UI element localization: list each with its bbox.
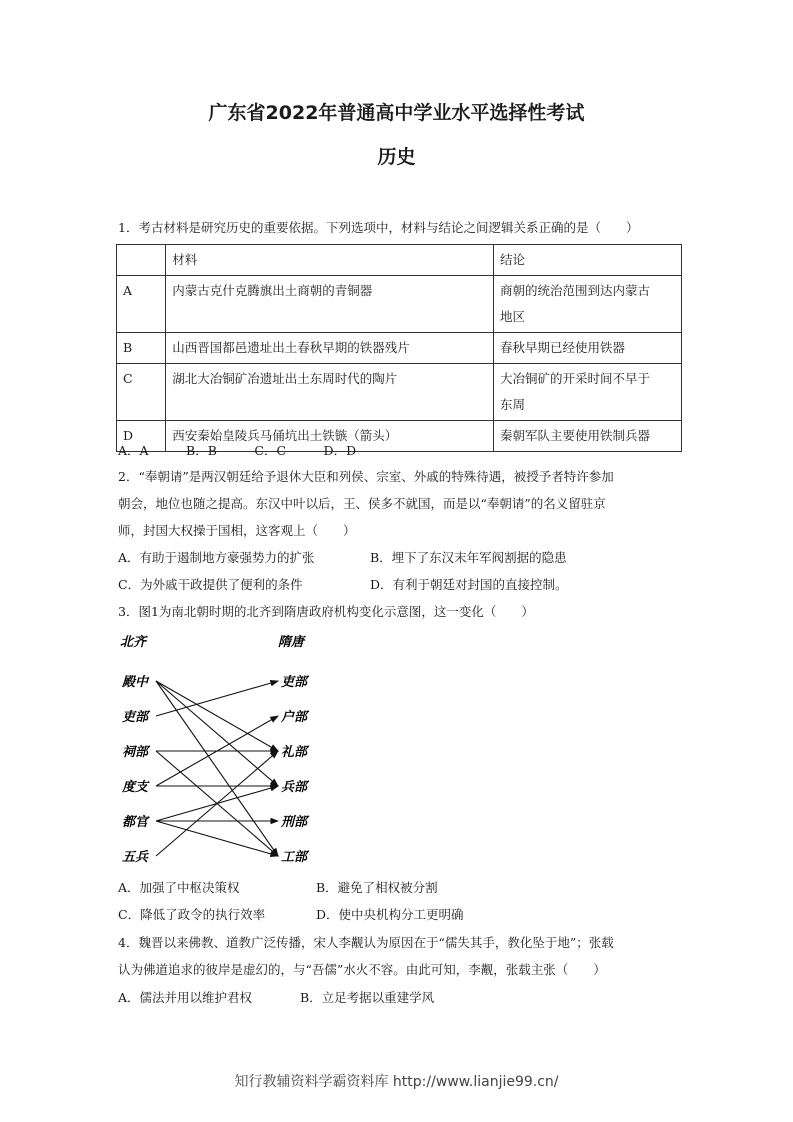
- table-cell-option: B: [117, 333, 166, 364]
- diagram-left-node: 五兵: [122, 850, 149, 865]
- table-cell-conclusion: [493, 421, 681, 452]
- table-header-cell: [117, 245, 166, 276]
- diagram-left-node: 都官: [122, 815, 149, 830]
- q4-option-b: B．立足考据以重建学风: [300, 990, 435, 1005]
- diagram-left-node: 祠部: [122, 745, 149, 760]
- q4-stem-line: 认为佛道追求的彼岸是虚幻的，与“吾儒”水火不容。由此可知，李觏，张载主张（ ）: [118, 962, 606, 977]
- q2-option-d: D．有利于朝廷对封国的直接控制。: [370, 577, 568, 592]
- table-row: [117, 364, 682, 421]
- q3-option-c: C．降低了政令的执行效率: [118, 907, 266, 922]
- q2-option-b: B．埋下了东汉末年军阀割据的隐患: [370, 550, 567, 565]
- subject-title: 历史: [377, 146, 416, 168]
- q2-stem-line: 朝会，地位也随之提高。东汉中叶以后，王、侯多不就国，而是以“奉朝请”的名义留驻京: [118, 496, 606, 511]
- diagram-arrow: [156, 681, 278, 856]
- diagram-left-header: 北齐: [120, 635, 147, 650]
- diagram-left-node: 度支: [122, 780, 149, 795]
- q4-stem-line: 4．魏晋以来佛教、道教广泛传播，宋人李觏认为原因在于“儒失其手，教化坠于地”；张载: [118, 935, 614, 950]
- q4-option-a: A．儒法并用以维护君权: [118, 990, 253, 1005]
- table-cell-material: 西安秦始皇陵兵马俑坑出土铁镞（箭头）: [166, 421, 494, 452]
- q2-stem-line: 2．“奉朝请”是两汉朝廷给予退休大臣和列侯、宗室、外戚的特殊待遇，被授予者特许参加: [118, 469, 614, 484]
- table-cell-material: 山西晋国都邑遗址出土春秋早期的铁器残片: [166, 333, 494, 364]
- table-row: [117, 276, 682, 333]
- diagram-right-node: 刑部: [281, 815, 308, 830]
- q2-stem-line: 师，封国大权操于国相，这客观上（ ）: [118, 523, 356, 538]
- table-cell-conclusion: [493, 364, 681, 421]
- conclusion-line: 商朝的统治范围到达内蒙古: [499, 283, 650, 298]
- footer-watermark: 知行教辅资料学霸资料库 http://www.lianjie99.cn/: [234, 1074, 559, 1090]
- q3-option-b: B．避免了相权被分割: [316, 880, 438, 895]
- table-header-row: [117, 245, 682, 276]
- table-header-cell: 材料: [166, 245, 494, 276]
- q1-material-table: [116, 244, 682, 452]
- q1-answer-options: A．A B．B C．C D．D: [118, 443, 357, 458]
- exam-title: 广东省2022年普通高中学业水平选择性考试: [208, 102, 585, 124]
- q2-option-c: C．为外戚干政提供了便利的条件: [118, 577, 303, 592]
- diagram-right-node: 吏部: [281, 675, 308, 690]
- diagram-left-node: 吏部: [122, 710, 149, 725]
- table-cell-conclusion: [493, 276, 681, 333]
- q1-stem: 1．考古材料是研究历史的重要依据。下列选项中，材料与结论之间逻辑关系正确的是（ ）: [118, 220, 639, 235]
- institution-change-diagram: [118, 632, 328, 872]
- conclusion-line: 秦朝军队主要使用铁制兵器: [499, 428, 650, 443]
- table-cell-material: 内蒙古克什克腾旗出土商朝的青铜器: [166, 276, 494, 333]
- q2-option-a: A．有助于遏制地方豪强势力的扩张: [118, 550, 315, 565]
- diagram-right-header: 隋唐: [278, 635, 305, 650]
- table-header-cell: 结论: [493, 245, 681, 276]
- diagram-arrow: [156, 681, 278, 786]
- conclusion-line: 东周: [499, 397, 525, 412]
- q3-option-a: A．加强了中枢决策权: [118, 880, 240, 895]
- diagram-right-node: 兵部: [281, 780, 308, 795]
- q3-stem: 3．图1为南北朝时期的北齐到隋唐政府机构变化示意图，这一变化（ ）: [118, 604, 534, 619]
- table-cell-option: A: [117, 276, 166, 333]
- table-cell-material: 湖北大冶铜矿冶遗址出土东周时代的陶片: [166, 364, 494, 421]
- q3-option-d: D．使中央机构分工更明确: [316, 907, 464, 922]
- diagram-right-node: 礼部: [281, 745, 308, 760]
- diagram-right-node: 户部: [281, 710, 308, 725]
- conclusion-line: 春秋早期已经使用铁器: [499, 340, 625, 355]
- diagram-right-node: 工部: [281, 850, 308, 865]
- diagram-arrow: [156, 681, 278, 751]
- table-cell-option: D: [117, 421, 166, 452]
- table-row: [117, 333, 682, 364]
- diagram-arrow: [156, 821, 278, 856]
- diagram-arrow: [156, 681, 278, 716]
- conclusion-line: 大冶铜矿的开采时间不早于: [499, 371, 650, 386]
- table-cell-option: C: [117, 364, 166, 421]
- diagram-left-node: 殿中: [122, 675, 149, 690]
- conclusion-line: 地区: [499, 309, 525, 324]
- table-cell-conclusion: [493, 333, 681, 364]
